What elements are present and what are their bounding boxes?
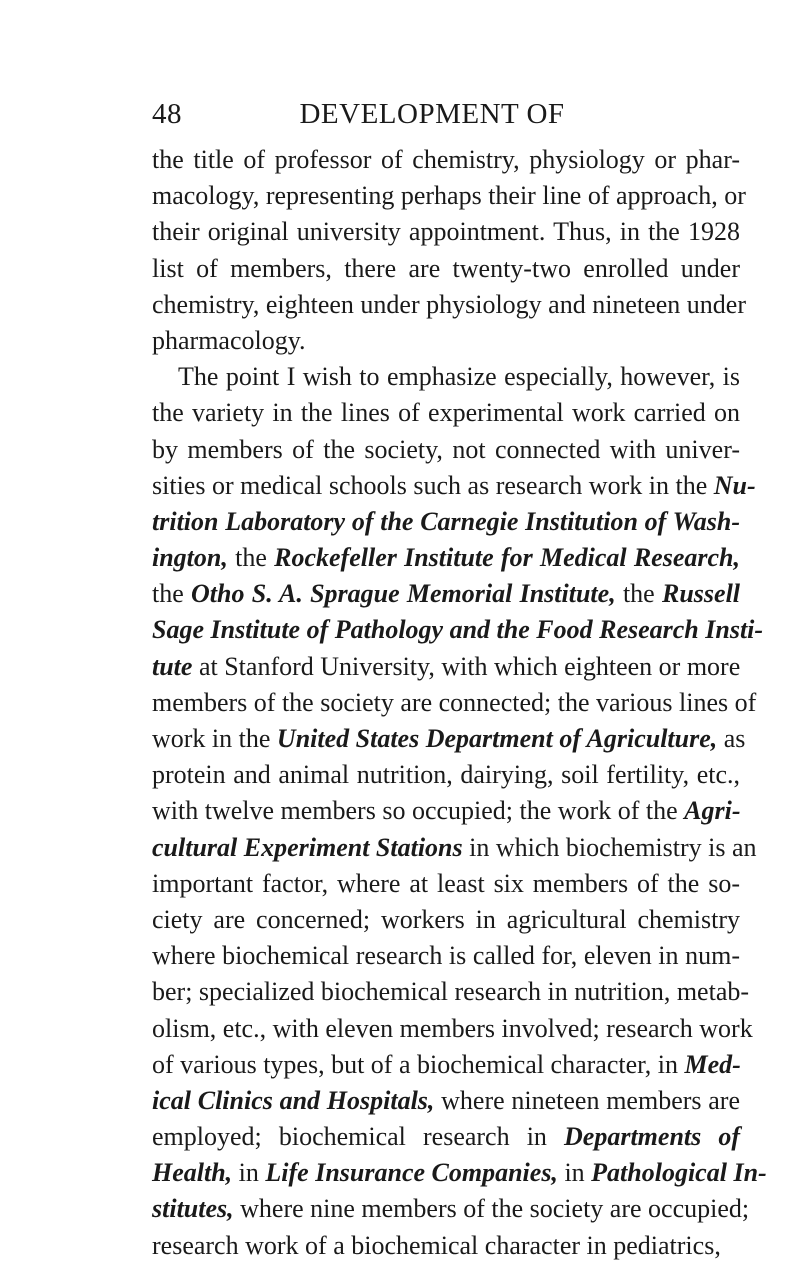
text-run: research work of a biochemical character in pediatrics, bbox=[152, 1230, 721, 1260]
italic-text: Otho S. A. Sprague Memorial Institute, bbox=[191, 579, 616, 609]
text-run: list of members, there are twenty-two enrolled under bbox=[152, 253, 740, 283]
text-line bbox=[152, 395, 740, 431]
text-run: pharmacology. bbox=[152, 325, 306, 355]
text-run: important factor, where at least six members of the so- bbox=[152, 868, 740, 898]
italic-text: Rockefeller Institute for Medical Research, bbox=[274, 543, 740, 573]
text-run: protein and animal nutrition, dairying, soil fertility, etc., bbox=[152, 760, 740, 790]
text-line bbox=[152, 721, 746, 757]
text-run: sities or medical schools such as research work in the bbox=[152, 470, 714, 500]
text-run: the title of professor of chemistry, physiology or phar- bbox=[152, 145, 740, 174]
text-run: at Stanford University, with which eighteen or more bbox=[192, 651, 741, 681]
italic-text: Agri- bbox=[684, 796, 741, 826]
text-run: employed; biochemical research in bbox=[152, 1122, 565, 1152]
running-title: DEVELOPMENT OF bbox=[299, 98, 565, 130]
text-line bbox=[152, 1011, 753, 1047]
text-run: in bbox=[232, 1158, 266, 1188]
text-run: their original university appointment. Thus, in the 1928 bbox=[152, 217, 740, 247]
italic-text: Pathological In- bbox=[591, 1158, 767, 1188]
text-run: chemistry, eighteen under physiology and nineteen under bbox=[152, 289, 746, 319]
text-line bbox=[152, 251, 740, 287]
text-run: the bbox=[152, 579, 192, 609]
text-line bbox=[152, 685, 757, 721]
italic-text: cultural Experiment Stations bbox=[152, 832, 463, 862]
text-line bbox=[152, 504, 740, 540]
italic-text: Life Insurance Companies, bbox=[265, 1158, 558, 1188]
text-line bbox=[152, 1119, 740, 1155]
italic-text: trition Laboratory of the Carnegie Institution of Wash- bbox=[152, 506, 740, 536]
text-line bbox=[152, 359, 740, 395]
text-line bbox=[152, 540, 740, 576]
text-line bbox=[152, 214, 740, 250]
text-run: macology, representing perhaps their line of approach, or bbox=[152, 181, 746, 211]
text-line bbox=[152, 793, 740, 829]
text-line bbox=[152, 612, 764, 648]
italic-text: Departments of bbox=[564, 1122, 740, 1152]
text-line bbox=[152, 1047, 740, 1083]
text-run: with twelve members so occupied; the work of the bbox=[152, 796, 685, 826]
text-line bbox=[152, 1083, 740, 1119]
italic-text: Med- bbox=[684, 1049, 741, 1079]
text-line bbox=[152, 432, 740, 468]
text-run: olism, etc., with eleven members involved; research work bbox=[152, 1013, 753, 1043]
text-line bbox=[152, 902, 740, 938]
running-head bbox=[152, 94, 740, 134]
italic-text: Nu- bbox=[713, 470, 756, 500]
text-line bbox=[152, 938, 740, 974]
text-run: of various types, but of a biochemical character, in bbox=[152, 1049, 685, 1079]
italic-text: Health, bbox=[152, 1158, 233, 1188]
italic-text: Russell bbox=[661, 579, 741, 609]
italic-text: ical Clinics and Hospitals, bbox=[152, 1085, 435, 1115]
text-line bbox=[152, 468, 756, 504]
text-run: members of the society are connected; the various lines of bbox=[152, 687, 757, 717]
body-text bbox=[152, 142, 767, 1264]
italic-text: tute bbox=[152, 651, 193, 681]
text-run: the variety in the lines of experimental work carried on bbox=[152, 398, 740, 428]
italic-text: stitutes, bbox=[152, 1194, 234, 1224]
text-line bbox=[152, 1228, 740, 1264]
italic-text: ington, bbox=[152, 543, 228, 573]
text-run: ciety are concerned; workers in agricultural chemistry bbox=[152, 904, 740, 934]
text-line bbox=[152, 830, 757, 866]
page-number: 48 bbox=[152, 98, 182, 130]
text-line bbox=[152, 287, 746, 323]
text-run: by members of the society, not connected with univer- bbox=[152, 434, 740, 464]
text-line bbox=[152, 142, 740, 178]
text-run: in bbox=[557, 1158, 592, 1188]
text-line bbox=[152, 974, 750, 1010]
text-run: the bbox=[615, 579, 662, 609]
text-line bbox=[152, 178, 746, 214]
text-run: where biochemical research is called for, eleven in num- bbox=[152, 941, 740, 971]
text-run: The point I wish to emphasize especially, however, is bbox=[178, 362, 740, 392]
text-line bbox=[152, 757, 740, 793]
text-run: in which biochemistry is an bbox=[462, 832, 757, 862]
text-line bbox=[152, 323, 740, 359]
text-run: ber; specialized biochemical research in nutrition, metab- bbox=[152, 977, 750, 1007]
text-run: where nineteen members are bbox=[434, 1085, 740, 1115]
text-run: as bbox=[717, 724, 746, 753]
text-line bbox=[152, 649, 740, 685]
text-run: work in the bbox=[152, 724, 277, 753]
text-line bbox=[152, 1155, 767, 1191]
text-run: the bbox=[227, 543, 275, 573]
text-line bbox=[152, 1191, 750, 1227]
text-line bbox=[152, 866, 740, 902]
italic-text: United States Department of Agriculture, bbox=[276, 724, 718, 753]
italic-text: Sage Institute of Pathology and the Food Research Insti- bbox=[152, 615, 764, 645]
text-run: where nine members of the society are occupied; bbox=[233, 1194, 750, 1224]
text-line bbox=[152, 576, 740, 612]
